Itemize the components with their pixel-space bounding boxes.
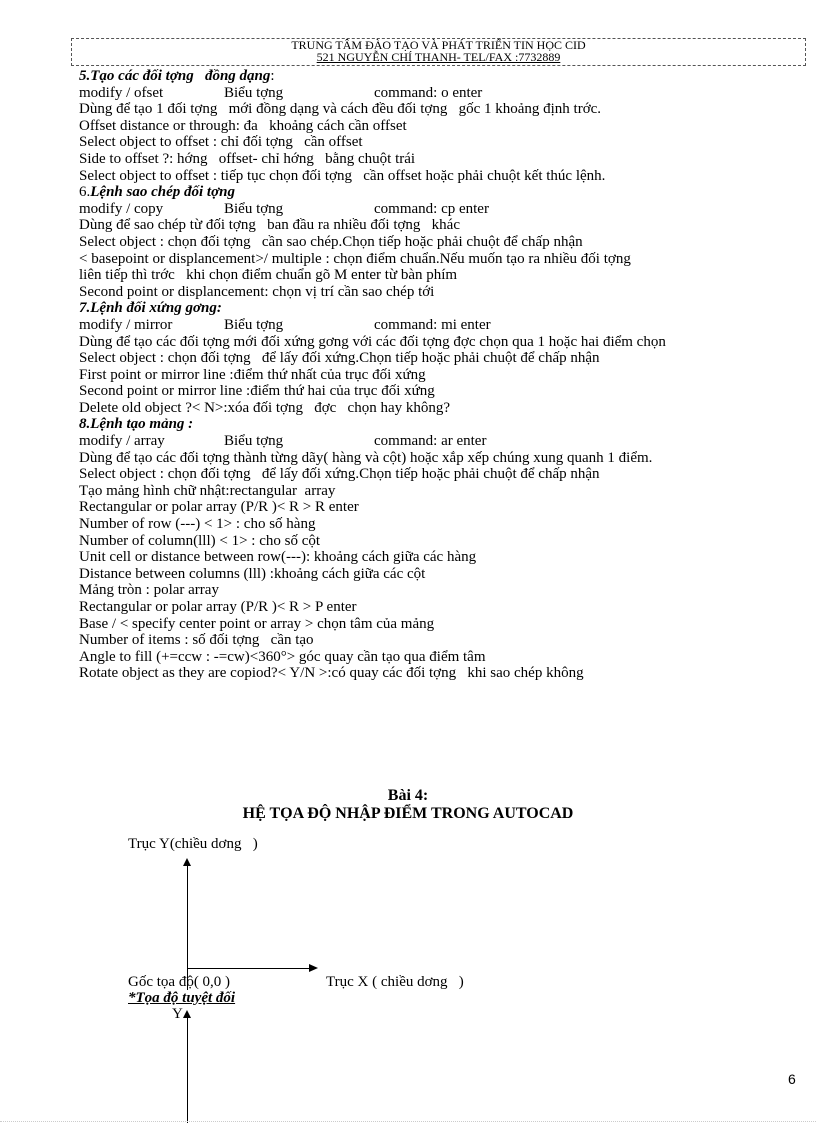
text-line: Number of column(lll) < 1> : cho số cột	[79, 532, 321, 549]
text-line: Select object to offset : tiếp tục chọn đối tợng cần offset hoặc phải chuột kết thúc lệnh.	[79, 167, 606, 184]
text-line: Select object : chọn đối tợng để lấy đối xứng.Chọn tiếp hoặc phải chuột để chấp nhận	[79, 350, 600, 367]
text-line: Angle to fill (+=ccw : -=cw)<360°> góc quay cần tạo qua điểm tâm	[79, 648, 486, 665]
page-number: 6	[788, 1071, 796, 1087]
text-line: Tạo mảng hình chữ nhật:rectangular array	[79, 482, 336, 499]
section-6-heading: 6.Lệnh sao chép đối tợng	[79, 184, 235, 201]
y-axis-2-line	[187, 1017, 188, 1123]
y-short-label: Y	[172, 1006, 183, 1022]
text-line: Dùng để tạo các đối tợng thành từng dãy( hàng và cột) hoặc xắp xếp chúng xung quanh 1 điểm.	[79, 449, 653, 466]
section-8-menu: modify / array Biểu tợng command: ar enter	[79, 433, 487, 450]
text-line: Select object : chọn đối tợng để lấy đối xứng.Chọn tiếp hoặc phải chuột để chấp nhận	[79, 466, 600, 483]
origin-label: Gốc tọa độ( 0,0 )	[128, 974, 231, 990]
text-line: First point or mirror line :điểm thứ nhất của trục đối xứng	[79, 366, 426, 383]
text-line: Base / < specify center point or array > chọn tâm của mảng	[79, 615, 435, 632]
absolute-coordinates-heading: *Tọa độ tuyệt đối	[128, 990, 236, 1006]
text-line: Second point or mirror line :điểm thứ hai của trục đối xứng	[79, 383, 435, 400]
text-line: Distance between columns (lll) :khoảng cách giữa các cột	[79, 565, 426, 582]
text-line: Second point or displancement: chọn vị trí cần sao chép tới	[79, 283, 435, 300]
x-axis-label: Trục X ( chiều dơng )	[326, 974, 464, 990]
section-5-menu: modify / ofset Biểu tợng command: o enter	[79, 84, 483, 101]
page-header	[71, 38, 806, 66]
page-bottom-divider	[0, 1121, 816, 1122]
text-line: Select object to offset : chỉ đối tợng cần offset	[79, 134, 363, 151]
lesson-title: HỆ TỌA ĐỘ NHẬP ĐIỂM TRONG AUTOCAD	[242, 805, 574, 822]
text-line: Number of row (---) < 1> : cho số hàng	[79, 516, 316, 533]
section-6-menu: modify / copy Biểu tợng command: cp enter	[79, 200, 489, 217]
text-line: Select object : chọn đối tợng cần sao chép.Chọn tiếp hoặc phải chuột để chấp nhận	[79, 233, 583, 250]
text-line: Rectangular or polar array (P/R )< R > R enter	[79, 499, 359, 516]
text-line: Mảng tròn : polar array	[79, 582, 219, 599]
text-line: Dùng để sao chép từ đối tợng ban đầu ra nhiều đối tợng khác	[79, 217, 460, 234]
text-line: Dùng để tạo 1 đối tợng mới đồng dạng và cách đều đối tợng gốc 1 khoảng định trớc.	[79, 101, 602, 118]
text-line: Delete old object ?< N>:xóa đối tợng đợc chọn hay không?	[79, 399, 451, 416]
text-line: Rectangular or polar array (P/R )< R > P enter	[79, 599, 357, 615]
text-line: Rotate object as they are copiod?< Y/N >:có quay các đối tợng khi sao chép không	[79, 665, 584, 682]
x-axis-line	[187, 968, 311, 969]
text-line: < basepoint or displancement>/ multiple : chọn điểm chuẩn.Nếu muốn tạo ra nhiều đối tợng	[79, 250, 631, 267]
text-line: Number of items : số đối tợng cần tạo	[79, 632, 314, 649]
y-axis-label: Trục Y(chiều dơng )	[128, 836, 258, 852]
section-7-heading: 7.Lệnh đối xứng gơng:	[79, 300, 222, 317]
text-line: Unit cell or distance between row(---): khoảng cách giữa các hàng	[79, 549, 477, 566]
document-body	[79, 68, 804, 682]
text-line: liên tiếp thì trớc khi chọn điểm chuẩn gõ M enter từ bàn phím	[79, 267, 458, 284]
y-axis-line	[187, 864, 188, 970]
header-center-name: TRUNG TÂM ĐÀO TẠO VÀ PHÁT TRIỂN TIN HỌC CID	[291, 38, 586, 52]
text-line: Dùng để tạo các đối tợng mới đối xứng gơng với các đối tợng đợc chọn qua 1 hoặc hai điểm chọn	[79, 333, 666, 350]
section-8-heading: 8.Lệnh tạo mảng :	[79, 416, 194, 433]
text-line: Side to offset ?: hớng offset- chỉ hớng bằng chuột trái	[79, 150, 416, 167]
header-address: 521 NGUYỄN CHÍ THANH- TEL/FAX :7732889	[316, 50, 561, 64]
section-7-menu: modify / mirror Biểu tợng command: mi enter	[79, 316, 491, 333]
lesson-number: Bài 4:	[387, 787, 429, 804]
section-5-heading: 5.Tạo các đối tợng đồng dạng:	[79, 68, 275, 84]
text-line: Offset distance or through: đa khoảng cách cần offset	[79, 117, 407, 134]
x-axis-arrowhead	[309, 964, 318, 972]
